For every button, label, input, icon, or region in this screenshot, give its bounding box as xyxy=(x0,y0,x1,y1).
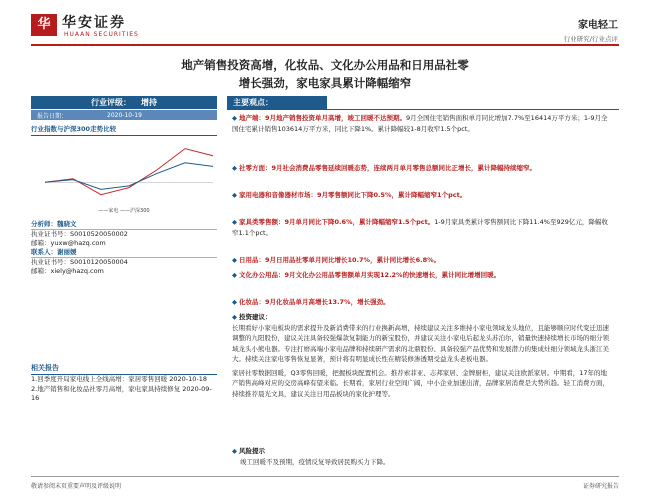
risk-title: 风险提示 xyxy=(239,447,265,455)
analyst-email-1: 邮箱：yuxw@hazq.com xyxy=(31,239,106,247)
bullet-icon: ◆ xyxy=(232,447,237,455)
rating-label: 行业评级： xyxy=(91,98,131,107)
bullet-icon: ◆ xyxy=(232,164,237,172)
risk-block xyxy=(232,446,612,467)
point-3: ◆ 家用电器和音像器材市场：9月零售额同比下降0.5%，累计降幅缩窄1个pct。 xyxy=(232,191,467,199)
series-line-1 xyxy=(45,149,213,195)
report-header xyxy=(0,0,650,46)
logo-cn: 华安证券 xyxy=(62,15,126,31)
index-chart xyxy=(31,134,217,216)
footer-disclaimer: 敬请参阅末页重要声明及评级说明 xyxy=(31,483,122,490)
logo-mark: 华 xyxy=(31,14,57,36)
point-2: ◆ 社零方面：9月社会消费品零售延续回暖态势，连续两月单月零售总额同比正增长，累计降幅持续缩窄。 xyxy=(232,164,537,172)
related-item-2[interactable]: 2.地产销售和化妆品社零月高增，家电家具持续修复 2020-09-16 xyxy=(31,384,212,402)
bullet-icon: ◆ xyxy=(232,114,237,122)
analyst-block-1 xyxy=(31,220,217,248)
date-bar xyxy=(31,110,217,120)
rating-bar xyxy=(31,96,217,109)
date-label: 报告日期： xyxy=(37,112,68,120)
analyst-email-2: 邮箱：xiely@hazq.com xyxy=(31,267,104,275)
index-chart-svg xyxy=(31,134,217,216)
footer-label: 证券研究报告 xyxy=(582,483,619,490)
related-title: 相关报告 xyxy=(31,363,217,375)
related-item-1[interactable]: 1.回季度开局家电线上全线高增：家居零售回暖 2020-10-18 xyxy=(31,375,208,383)
analyst-role-2: 联系人：谢丽媛 xyxy=(31,248,217,258)
header-divider xyxy=(31,44,619,46)
analyst-cert-2: 执业证书号：S0010120050004 xyxy=(31,258,128,266)
rating-value: 增持 xyxy=(141,98,157,107)
point-6: ◆ 文化办公用品：9月文化办公用品零售额单月实现12.2%的快速增长，累计同比增增回暖。 xyxy=(232,271,501,279)
bullet-icon: ◆ xyxy=(232,271,237,279)
point-5: ◆ 日用品：9月日用品社零单月同比增长10.7%，累计同比增长6.8%。 xyxy=(232,256,441,264)
advice-paragraph-2: 家居社零数据回暖，Q3零售回暖，把握板块配置机会。推荐索菲亚、志邦家居、金牌厨柜，建议关注欧派家居。中期看，17年的地产销售高峰对应的交房高峰有望来临。长期看，家居行业空间广阔，中小企业加速出清，品牌家居消费是大势所趋。轻工消费方面，持续推荐晨光文具，建议关注日用品板块的家化护理等。 xyxy=(232,368,609,398)
industry-label: 家电轻工 xyxy=(578,20,618,31)
risk-body: 竣工回暖不及预期，疫情反复导致居民购买力下降。 xyxy=(240,457,390,466)
series-line-2 xyxy=(45,163,213,190)
bullet-icon: ◆ xyxy=(232,313,237,321)
bullet-icon: ◆ xyxy=(232,298,237,306)
point-1: ◆ 地产端：9月地产销售投资单月高增，竣工回暖不达预期。9月全国住宅销售面积单月同比增加7.7%至16414万平方米；1-9月全国住宅累计销售103614万平方米，同比下降1%。累计降幅较1-8月收窄1.5个pct。 xyxy=(232,114,608,133)
related-list xyxy=(31,375,217,404)
advice-block xyxy=(232,312,612,399)
footer-divider xyxy=(31,476,619,477)
chart-title: 行业指数与沪深300走势比较 xyxy=(31,124,217,136)
point-7: ◆ 化妆品：9月化妆品单月高增长13.7%，增长强劲。 xyxy=(232,298,390,306)
bullet-icon: ◆ xyxy=(232,218,237,226)
analyst-block-2 xyxy=(31,248,217,276)
analyst-role-1: 分析师：魏晓文 xyxy=(31,220,217,230)
report-title-line1: 地产销售投资高增，化妆品、文化办公用品和日用品社零 xyxy=(181,58,469,72)
analyst-cert-1: 执业证书号：S0010520050002 xyxy=(31,230,128,238)
report-title-line2: 增长强劲，家电家具累计降幅缩窄 xyxy=(238,76,412,90)
logo-en: HUAAN SECURITIES xyxy=(64,31,139,38)
bullet-icon: ◆ xyxy=(232,191,237,199)
chart-legend: ——家电 ——沪深300 xyxy=(98,208,150,214)
analyst-name-1: 魏晓文 xyxy=(57,220,77,228)
advice-title: 投资建议： xyxy=(239,313,272,321)
date-value: 2020-10-19 xyxy=(107,111,142,119)
main-divider xyxy=(227,109,619,110)
main-heading: 主要观点： xyxy=(227,96,327,109)
report-type: 行业研究/行业点评 xyxy=(563,35,618,43)
point-4: ◆ 家具类零售额：9月单月同比下降0.6%，累计降幅缩窄1.5个pct。1-9月家具类累计零售额同比下降11.4%至929亿元，降幅收窄1.1个pct。 xyxy=(232,218,608,237)
bullet-icon: ◆ xyxy=(232,256,237,264)
analyst-name-2: 谢丽媛 xyxy=(57,248,77,256)
advice-paragraph-1: 长期看好小家电板块的需求提升及新消费带来的行业换新高增，持续建议关注多维持小家电领域龙头地位，且能够顺应时代变迁迅速调整的九阳股份，建议关注具备较强爆款复制能力的新宝股份，并建议关注小家电后起龙头苏泊尔，销量快速持续增长市场的细分领域龙头小熊电器。专注打磨高端小家电品牌和持续研产需求的北鼎股份、具备较强产品优势和发展潜力的集成灶细分领域龙头浙江美大。持续关注家电零售恢复显著，预计将有明显成长性在精装修渗透期受益龙头老板电器。 xyxy=(232,323,609,363)
